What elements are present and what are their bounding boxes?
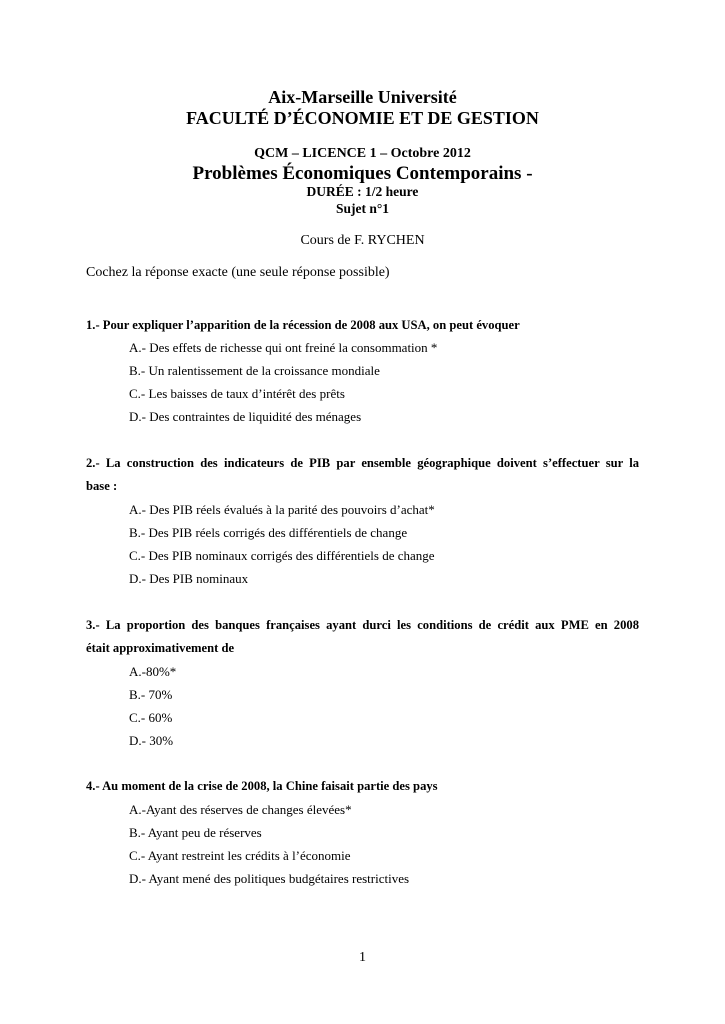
page-number: 1 bbox=[359, 950, 366, 965]
question-3-answer-a: A.-80%* bbox=[129, 664, 177, 679]
question-3-text-line-2: était approximativement de bbox=[86, 641, 235, 655]
question-3-answer-d: D.- 30% bbox=[129, 733, 174, 748]
question-3-answer-c: C.- 60% bbox=[129, 710, 173, 725]
course-title: Problèmes Économiques Contemporains - bbox=[192, 163, 533, 184]
question-2-text-line-1: 2.- La construction des indicateurs de PIB par ensemble géographique doivent s’effectuer sur la bbox=[86, 456, 639, 470]
question-2-answer-c: C.- Des PIB nominaux corrigés des différentiels de change bbox=[129, 548, 435, 563]
question-1-text: 1.- Pour expliquer l’apparition de la récession de 2008 aux USA, on peut évoquer bbox=[86, 318, 520, 332]
question-2-answer-b: B.- Des PIB réels corrigés des différentiels de change bbox=[129, 525, 408, 540]
question-4-answer-d: D.- Ayant mené des politiques budgétaires restrictives bbox=[129, 871, 410, 886]
question-3-answer-b: B.- 70% bbox=[129, 687, 173, 702]
question-3-text-line-1: 3.- La proportion des banques françaises ayant durci les conditions de crédit aux PME en 2008 bbox=[86, 618, 639, 632]
question-1-answer-c: C.- Les baisses de taux d’intérêt des prêts bbox=[129, 386, 345, 401]
question-4-answer-b: B.- Ayant peu de réserves bbox=[129, 825, 262, 840]
question-1-answer-d: D.- Des contraintes de liquidité des ménages bbox=[129, 409, 362, 424]
question-1-answer-b: B.- Un ralentissement de la croissance mondiale bbox=[129, 363, 380, 378]
question-1-answer-a: A.- Des effets de richesse qui ont freiné la consommation * bbox=[129, 340, 438, 355]
duration: DURÉE : 1/2 heure bbox=[306, 184, 419, 199]
instruction: Cochez la réponse exacte (une seule réponse possible) bbox=[86, 265, 390, 280]
question-4-text: 4.- Au moment de la crise de 2008, la Chine faisait partie des pays bbox=[86, 779, 438, 793]
subject-number: Sujet n°1 bbox=[335, 201, 390, 216]
exam-title: QCM – LICENCE 1 – Octobre 2012 bbox=[254, 146, 471, 161]
university-title: Aix-Marseille Université bbox=[268, 87, 457, 107]
question-4-answer-c: C.- Ayant restreint les crédits à l’économie bbox=[129, 848, 351, 863]
question-2-text-line-2: base : bbox=[86, 479, 118, 493]
question-4-answer-a: A.-Ayant des réserves de changes élevées* bbox=[129, 802, 352, 817]
question-2-answer-a: A.- Des PIB réels évalués à la parité des pouvoirs d’achat* bbox=[129, 502, 435, 517]
teacher-name: Cours de F. RYCHEN bbox=[300, 233, 425, 248]
faculty-title: FACULTÉ D’ÉCONOMIE ET DE GESTION bbox=[186, 108, 539, 128]
question-2-answer-d: D.- Des PIB nominaux bbox=[129, 571, 249, 586]
